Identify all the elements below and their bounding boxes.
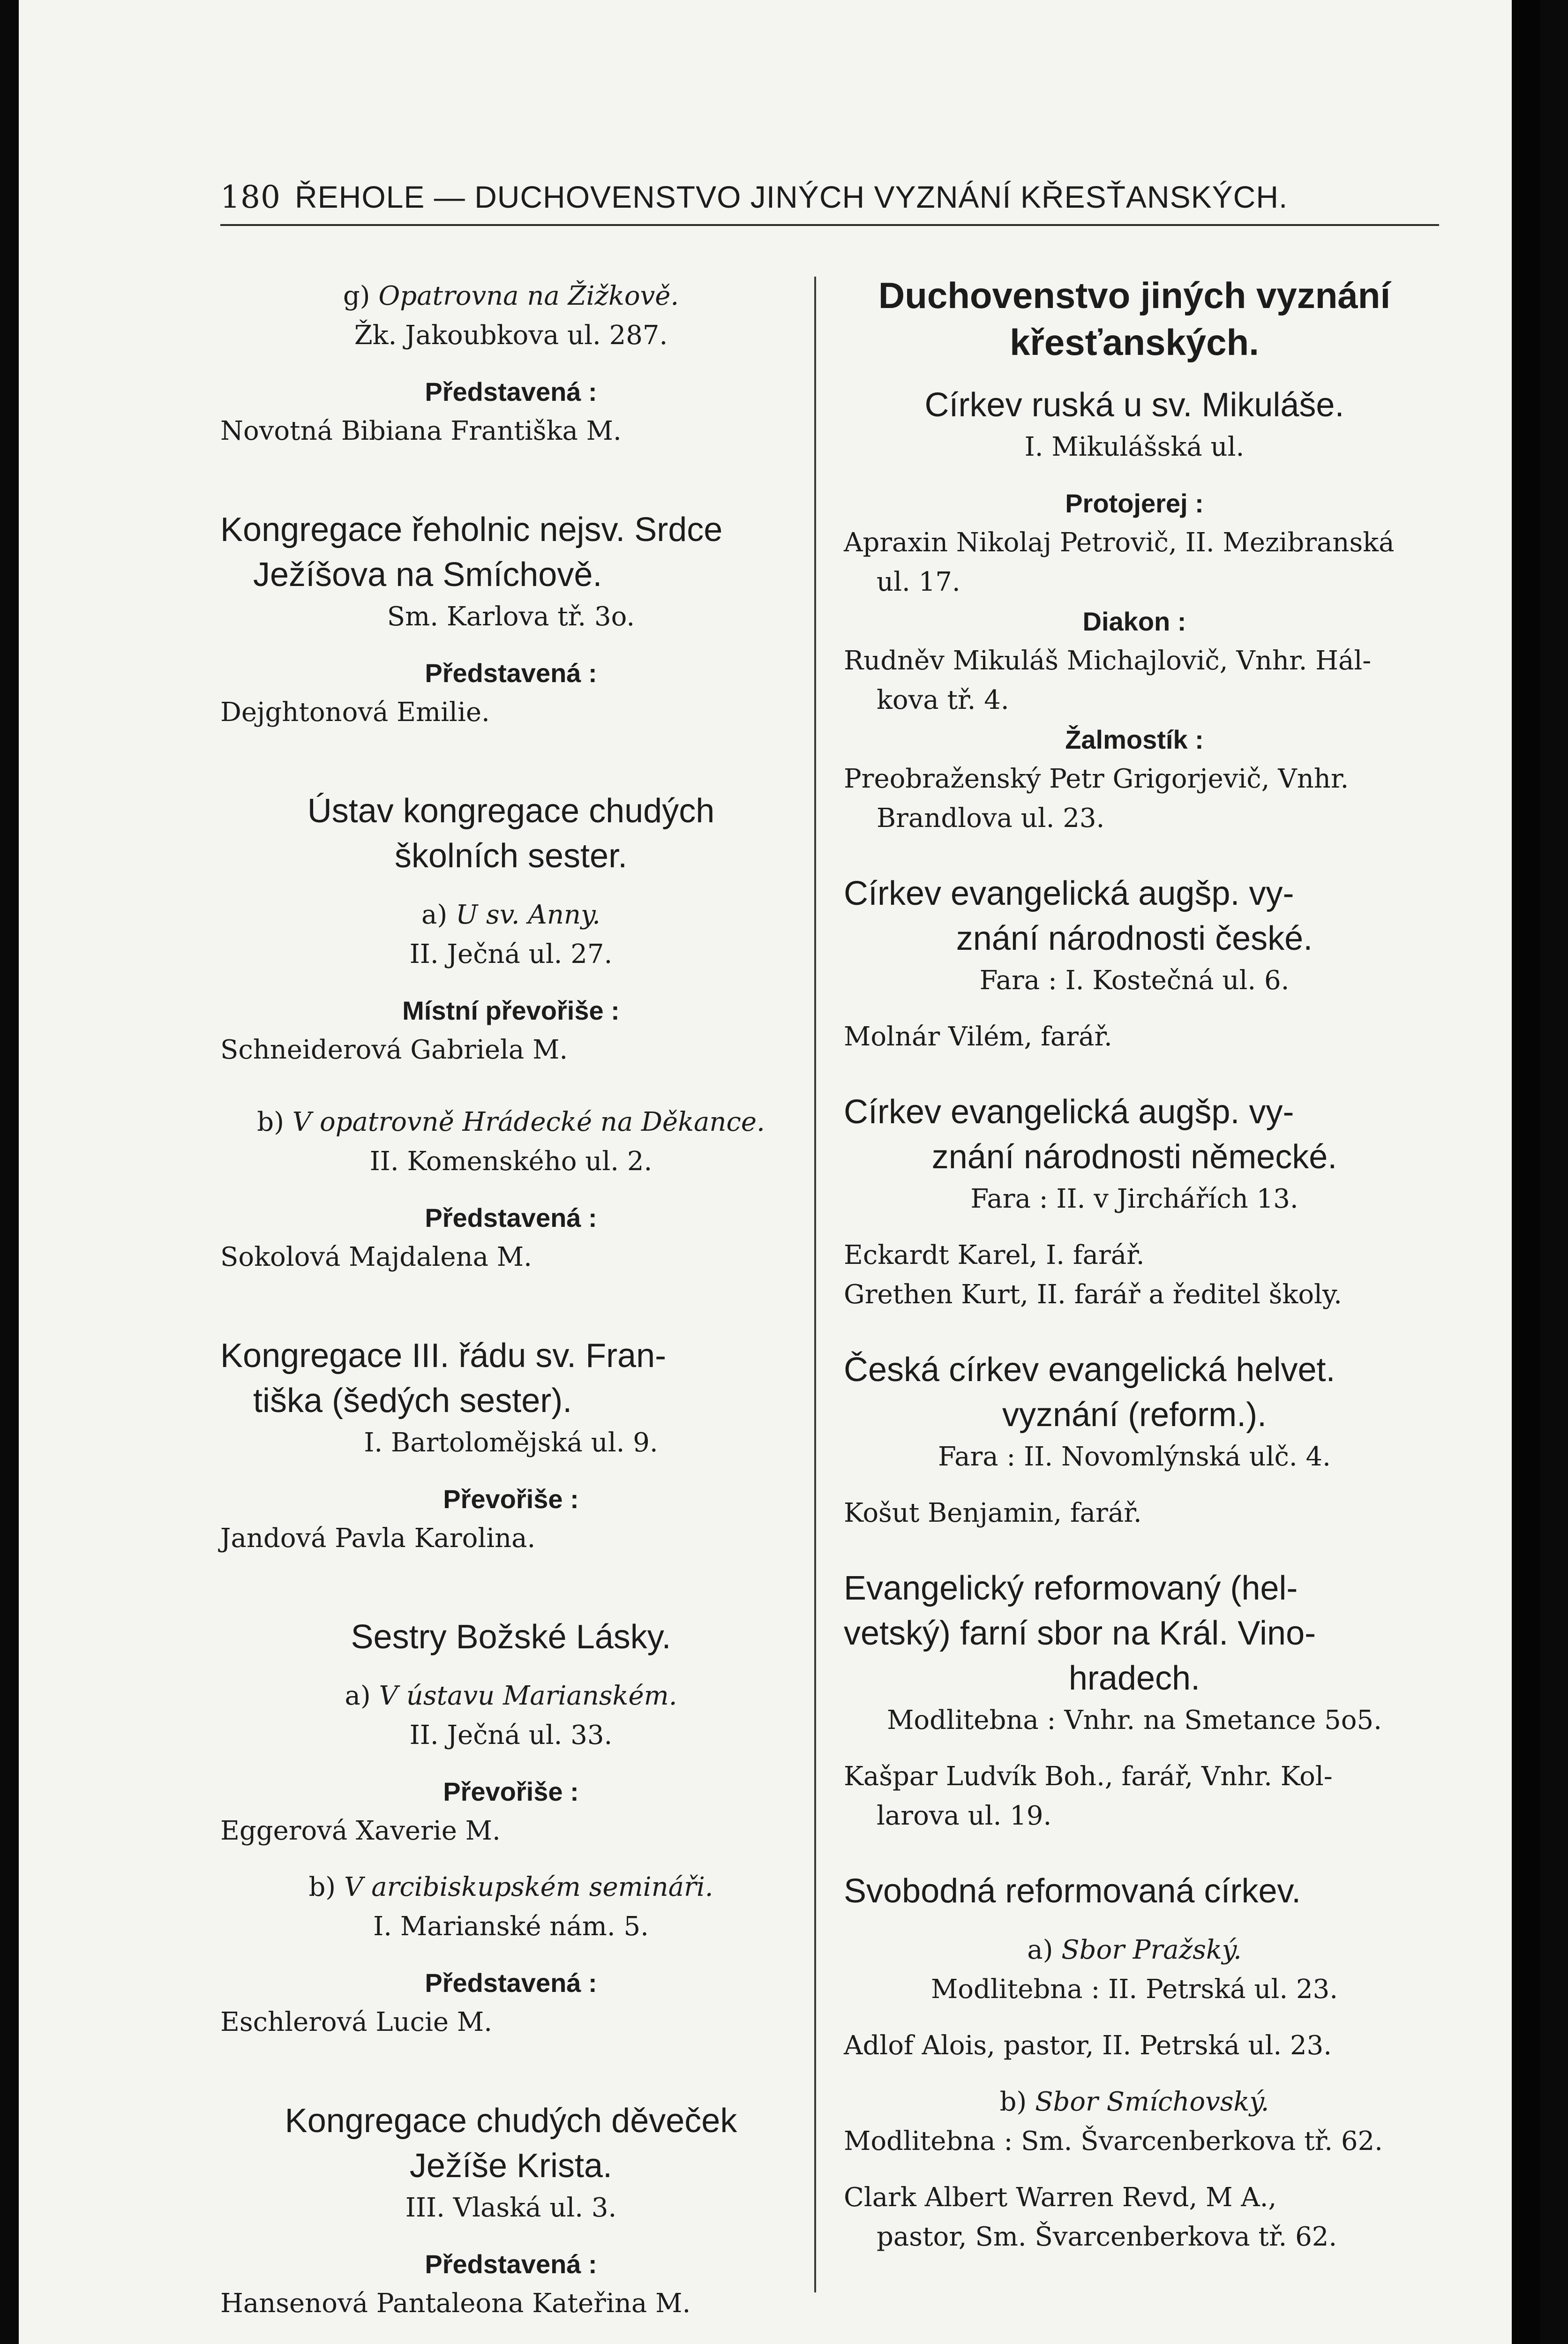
person-name: Adlof Alois, pastor, II. Petrská ul. 23. bbox=[844, 2030, 1332, 2061]
address: II. Ječná ul. 27. bbox=[409, 939, 613, 969]
person-name: Molnár Vilém, farář. bbox=[844, 1022, 1112, 1052]
address: II. Komenského ul. 2. bbox=[369, 1146, 653, 1177]
header-rule bbox=[220, 224, 1439, 226]
entry-subtitle: g) Opatrovna na Žižkově. bbox=[343, 281, 679, 311]
section-heading: vetský) farní sbor na Král. Vino- bbox=[844, 1615, 1316, 1652]
person-name: Hansenová Pantaleona Kateřina M. bbox=[220, 2288, 691, 2319]
entry-subtitle: b) V arcibiskupském semináři. bbox=[308, 1872, 713, 1902]
section-heading: hradech. bbox=[1068, 1660, 1200, 1697]
address: I. Bartolomějská ul. 9. bbox=[364, 1427, 658, 1458]
prayer-house-address: Modlitebna : II. Petrská ul. 23. bbox=[930, 1974, 1338, 2005]
role-label: Protojerej : bbox=[1065, 488, 1204, 518]
section-heading: Kongregace chudých děveček bbox=[285, 2102, 737, 2140]
entry-subtitle: a) Sbor Pražský. bbox=[1027, 1935, 1242, 1965]
section-heading: Církev ruská u sv. Mikuláše. bbox=[924, 386, 1344, 424]
role-label: Převořiše : bbox=[443, 1484, 579, 1514]
book-page bbox=[19, 0, 1540, 2344]
section-heading: Ústav kongregace chudých bbox=[307, 792, 715, 830]
person-name: Dejghtonová Emilie. bbox=[220, 697, 490, 728]
prayer-house-address: Modlitebna : Vnhr. na Smetance 5o5. bbox=[887, 1705, 1382, 1735]
parish-address: Fara : II. v Jirchářích 13. bbox=[970, 1184, 1298, 1214]
person-name-cont: pastor, Sm. Švarcenberkova tř. 62. bbox=[877, 2222, 1337, 2252]
page-number: 180 bbox=[220, 179, 281, 215]
role-label: Představená : bbox=[425, 1968, 597, 1998]
section-heading: Svobodná reformovaná církev. bbox=[844, 1872, 1301, 1910]
section-heading: znání národnosti české. bbox=[956, 920, 1313, 957]
role-label: Představená : bbox=[425, 2249, 597, 2279]
scan-edge bbox=[1512, 0, 1540, 2344]
section-heading: vyznání (reform.). bbox=[1002, 1396, 1267, 1434]
chapter-heading: křesťanských. bbox=[1010, 322, 1259, 363]
role-label: Převořiše : bbox=[443, 1777, 579, 1806]
address: II. Ječná ul. 33. bbox=[409, 1720, 613, 1750]
entry-subtitle: b) V opatrovně Hrádecké na Děkance. bbox=[257, 1107, 765, 1137]
person-name: Novotná Bibiana Františka M. bbox=[220, 416, 622, 446]
person-name: Clark Albert Warren Revd, M A., bbox=[844, 2182, 1277, 2213]
section-heading: školních sester. bbox=[394, 837, 628, 875]
prayer-house-address: Modlitebna : Sm. Švarcenberkova tř. 62. bbox=[844, 2126, 1383, 2156]
section-heading: Sestry Božské Lásky. bbox=[351, 1618, 671, 1656]
person-name: Kašpar Ludvík Boh., farář, Vnhr. Kol- bbox=[844, 1761, 1333, 1792]
person-name: Schneiderová Gabriela M. bbox=[220, 1035, 568, 1065]
person-name-cont: Brandlova ul. 23. bbox=[877, 803, 1105, 834]
person-name-cont: kova tř. 4. bbox=[877, 685, 1009, 715]
running-header bbox=[220, 179, 1434, 215]
entry-subtitle: b) Sbor Smíchovský. bbox=[999, 2087, 1269, 2117]
person-name: Apraxin Nikolaj Petrovič, II. Mezibranská bbox=[844, 527, 1395, 558]
chapter-heading: Duchovenstvo jiných vyznání bbox=[878, 275, 1391, 316]
section-heading: Česká církev evangelická helvet. bbox=[844, 1351, 1335, 1389]
role-label: Žalmostík : bbox=[1065, 725, 1204, 754]
person-name-cont: larova ul. 19. bbox=[877, 1801, 1052, 1831]
entry-subtitle: a) U sv. Anny. bbox=[421, 900, 600, 930]
section-heading: znání národnosti německé. bbox=[931, 1138, 1337, 1176]
section-heading: Ježíše Krista. bbox=[409, 2147, 613, 2185]
person-name: Košut Benjamin, farář. bbox=[844, 1498, 1142, 1528]
section-heading: Církev evangelická augšp. vy- bbox=[844, 875, 1294, 912]
person-name: Rudněv Mikuláš Michajlovič, Vnhr. Hál- bbox=[844, 646, 1372, 676]
header-title: ŘEHOLE — DUCHOVENSTVO JINÝCH VYZNÁNÍ KŘESŤANSKÝCH. bbox=[294, 180, 1288, 214]
role-label: Představená : bbox=[425, 658, 597, 688]
role-label: Diakon : bbox=[1082, 607, 1186, 636]
section-heading: Kongregace III. řádu sv. Fran- bbox=[220, 1337, 667, 1375]
person-name: Jandová Pavla Karolina. bbox=[220, 1523, 536, 1554]
person-name: Sokolová Majdalena M. bbox=[220, 1242, 532, 1272]
address: I. Mikulášská ul. bbox=[1024, 432, 1245, 462]
role-label: Představená : bbox=[425, 1203, 597, 1232]
section-heading: Kongregace řeholnic nejsv. Srdce bbox=[220, 511, 723, 548]
person-name: Preobraženský Petr Grigorjevič, Vnhr. bbox=[844, 764, 1349, 794]
left-column bbox=[220, 272, 802, 2323]
right-column bbox=[844, 272, 1425, 2257]
parish-address: Fara : I. Kostečná ul. 6. bbox=[979, 965, 1290, 996]
section-heading: Ježíšova na Smíchově. bbox=[253, 556, 602, 594]
role-label: Místní převořiše : bbox=[402, 996, 620, 1025]
person-name: Eckardt Karel, I. farář. bbox=[844, 1240, 1145, 1270]
section-heading: tiška (šedých sester). bbox=[253, 1382, 572, 1420]
column-divider bbox=[814, 277, 816, 2292]
person-name: Grethen Kurt, II. farář a ředitel školy. bbox=[844, 1279, 1342, 1310]
section-heading: Církev evangelická augšp. vy- bbox=[844, 1093, 1294, 1131]
person-name: Eschlerová Lucie M. bbox=[220, 2007, 493, 2037]
entry-subtitle: a) V ústavu Marianském. bbox=[345, 1681, 677, 1711]
role-label: Představená : bbox=[425, 377, 597, 406]
address: Sm. Karlova tř. 3o. bbox=[387, 601, 635, 632]
parish-address: Fara : II. Novomlýnská ulč. 4. bbox=[938, 1442, 1331, 1472]
person-name-cont: ul. 17. bbox=[877, 567, 960, 597]
address: I. Marianské nám. 5. bbox=[373, 1911, 649, 1942]
section-heading: Evangelický reformovaný (hel- bbox=[844, 1570, 1298, 1607]
address: Žk. Jakoubkova ul. 287. bbox=[354, 320, 668, 351]
address: III. Vlaská ul. 3. bbox=[405, 2193, 617, 2223]
person-name: Eggerová Xaverie M. bbox=[220, 1816, 501, 1846]
